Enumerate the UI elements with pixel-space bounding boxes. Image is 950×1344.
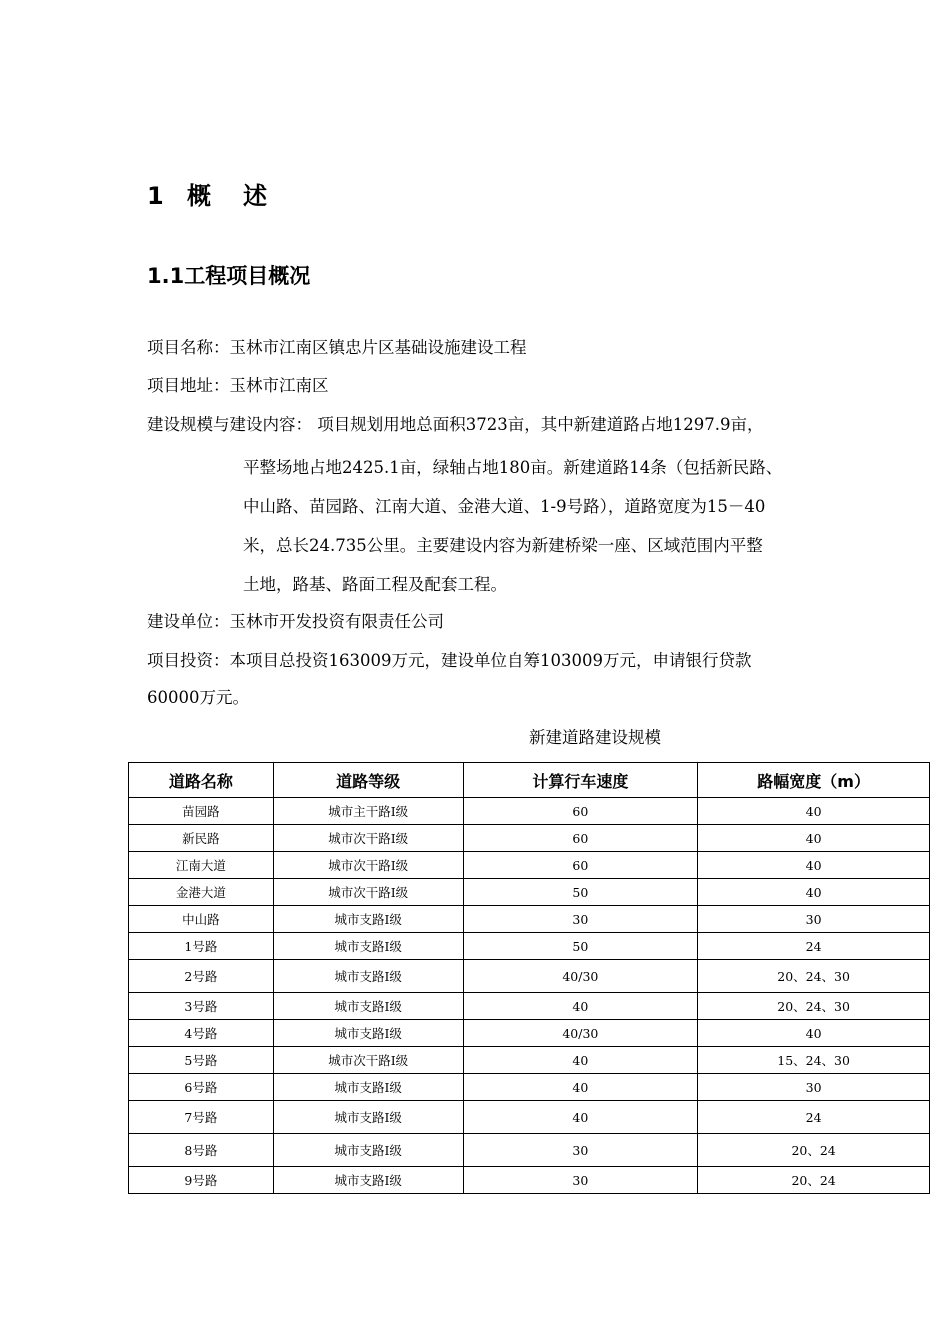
header-road-name: 道路名称 xyxy=(129,763,274,798)
investment-line-2: 60000万元。 xyxy=(147,688,249,707)
cell-road-width: 30 xyxy=(698,906,930,933)
project-address-line: 项目地址：玉林市江南区 xyxy=(147,376,329,395)
cell-road-width: 20、24、30 xyxy=(698,960,930,993)
section-title-part2: 述 xyxy=(243,182,267,210)
construction-unit-line: 建设单位：玉林市开发投资有限责任公司 xyxy=(147,612,444,631)
table-caption: 新建道路建设规模 xyxy=(529,728,661,747)
cell-design-speed: 30 xyxy=(463,906,698,933)
cell-road-width: 40 xyxy=(698,879,930,906)
cell-design-speed: 40/30 xyxy=(463,1020,698,1047)
cell-road-name: 金港大道 xyxy=(129,879,274,906)
cell-road-grade: 城市支路Ⅰ级 xyxy=(273,906,463,933)
cell-road-name: 中山路 xyxy=(129,906,274,933)
cell-road-name: 5号路 xyxy=(129,1047,274,1074)
cell-road-grade: 城市支路Ⅰ级 xyxy=(273,960,463,993)
cell-road-grade: 城市次干路Ⅰ级 xyxy=(273,825,463,852)
scale-line-5: 土地，路基、路面工程及配套工程。 xyxy=(243,575,507,594)
table-row xyxy=(129,852,930,879)
header-design-speed: 计算行车速度 xyxy=(463,763,698,798)
cell-road-width: 24 xyxy=(698,933,930,960)
section-number: 1 xyxy=(147,182,164,210)
table-row xyxy=(129,1134,930,1167)
cell-design-speed: 30 xyxy=(463,1167,698,1194)
cell-road-width: 20、24 xyxy=(698,1134,930,1167)
cell-road-grade: 城市支路Ⅰ级 xyxy=(273,1134,463,1167)
cell-road-width: 20、24、30 xyxy=(698,993,930,1020)
cell-road-width: 15、24、30 xyxy=(698,1047,930,1074)
header-road-width: 路幅宽度（m） xyxy=(698,763,930,798)
cell-design-speed: 50 xyxy=(463,879,698,906)
cell-design-speed: 40 xyxy=(463,1074,698,1101)
cell-road-name: 新民路 xyxy=(129,825,274,852)
section-title-part1: 概 xyxy=(187,182,211,210)
table-row xyxy=(129,993,930,1020)
cell-road-width: 40 xyxy=(698,852,930,879)
cell-road-name: 1号路 xyxy=(129,933,274,960)
cell-design-speed: 40 xyxy=(463,1101,698,1134)
table-row xyxy=(129,798,930,825)
cell-road-name: 4号路 xyxy=(129,1020,274,1047)
cell-design-speed: 60 xyxy=(463,825,698,852)
investment-line-1: 项目投资：本项目总投资163009万元，建设单位自筹103009万元，申请银行贷款 xyxy=(147,651,752,670)
table-row xyxy=(129,825,930,852)
cell-road-grade: 城市支路Ⅰ级 xyxy=(273,1167,463,1194)
cell-road-width: 40 xyxy=(698,825,930,852)
cell-design-speed: 50 xyxy=(463,933,698,960)
header-road-grade: 道路等级 xyxy=(273,763,463,798)
cell-design-speed: 60 xyxy=(463,798,698,825)
project-name-line: 项目名称：玉林市江南区镇忠片区基础设施建设工程 xyxy=(147,338,527,357)
cell-road-width: 40 xyxy=(698,798,930,825)
scale-line-3: 中山路、苗园路、江南大道、金港大道、1-9号路），道路宽度为15－40 xyxy=(243,497,766,516)
table-row xyxy=(129,879,930,906)
road-scale-table xyxy=(128,762,930,1194)
table-row xyxy=(129,1101,930,1134)
cell-road-name: 3号路 xyxy=(129,993,274,1020)
table-row xyxy=(129,960,930,993)
cell-design-speed: 30 xyxy=(463,1134,698,1167)
cell-road-width: 30 xyxy=(698,1074,930,1101)
scale-line-2: 平整场地占地2425.1亩，绿轴占地180亩。新建道路14条（包括新民路、 xyxy=(243,458,783,477)
cell-road-width: 40 xyxy=(698,1020,930,1047)
cell-road-grade: 城市支路Ⅰ级 xyxy=(273,933,463,960)
table-row xyxy=(129,1167,930,1194)
cell-road-grade: 城市次干路Ⅰ级 xyxy=(273,1047,463,1074)
cell-road-grade: 城市主干路Ⅰ级 xyxy=(273,798,463,825)
cell-road-grade: 城市支路Ⅰ级 xyxy=(273,1101,463,1134)
table-header-row xyxy=(129,763,930,798)
section-heading xyxy=(147,176,267,211)
cell-road-name: 2号路 xyxy=(129,960,274,993)
cell-design-speed: 40 xyxy=(463,993,698,1020)
table-row xyxy=(129,1047,930,1074)
cell-design-speed: 40/30 xyxy=(463,960,698,993)
cell-road-name: 江南大道 xyxy=(129,852,274,879)
cell-road-name: 9号路 xyxy=(129,1167,274,1194)
cell-road-name: 苗园路 xyxy=(129,798,274,825)
cell-road-grade: 城市支路Ⅰ级 xyxy=(273,1074,463,1101)
cell-road-grade: 城市支路Ⅰ级 xyxy=(273,993,463,1020)
table-row xyxy=(129,933,930,960)
subsection-heading: 1.1工程项目概况 xyxy=(147,264,311,288)
table-row xyxy=(129,1020,930,1047)
cell-road-grade: 城市次干路Ⅰ级 xyxy=(273,879,463,906)
cell-road-grade: 城市次干路Ⅰ级 xyxy=(273,852,463,879)
cell-road-name: 8号路 xyxy=(129,1134,274,1167)
cell-road-width: 24 xyxy=(698,1101,930,1134)
table-row xyxy=(129,906,930,933)
cell-road-width: 20、24 xyxy=(698,1167,930,1194)
scale-line-1: 建设规模与建设内容： 项目规划用地总面积3723亩，其中新建道路占地1297.9亩， xyxy=(147,415,764,434)
cell-road-name: 7号路 xyxy=(129,1101,274,1134)
cell-road-grade: 城市支路Ⅰ级 xyxy=(273,1020,463,1047)
cell-design-speed: 40 xyxy=(463,1047,698,1074)
cell-road-name: 6号路 xyxy=(129,1074,274,1101)
scale-line-4: 米，总长24.735公里。主要建设内容为新建桥梁一座、区域范围内平整 xyxy=(243,536,763,555)
cell-design-speed: 60 xyxy=(463,852,698,879)
table-row xyxy=(129,1074,930,1101)
